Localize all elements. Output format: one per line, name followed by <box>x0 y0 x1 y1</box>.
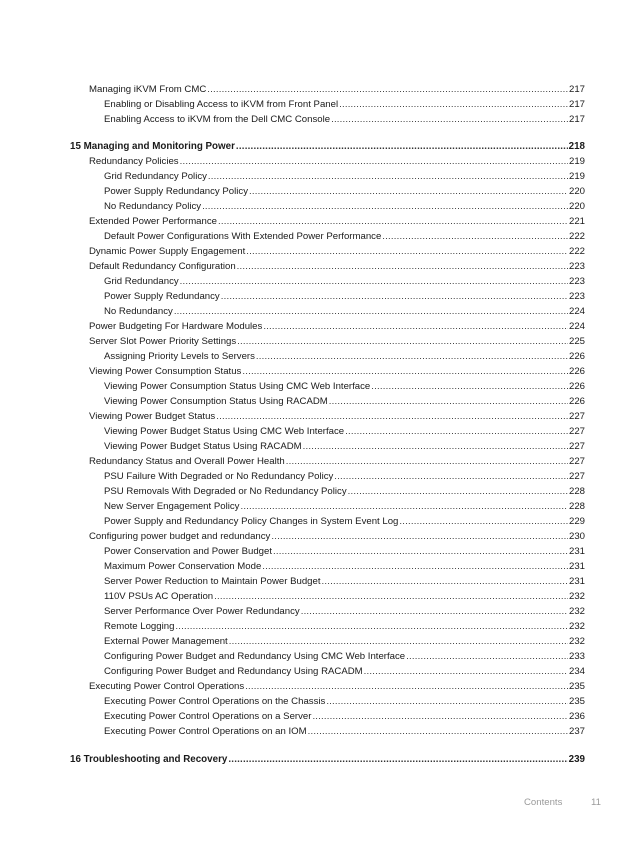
toc-entry-title: 16 Troubleshooting and Recovery <box>70 754 228 765</box>
dot-leader <box>364 666 568 678</box>
toc-entry[interactable] <box>89 531 585 543</box>
toc-entry[interactable] <box>104 201 585 213</box>
toc-entry[interactable] <box>104 291 585 303</box>
dot-leader <box>218 216 568 228</box>
toc-entry-page: 227 <box>568 426 585 437</box>
toc-entry-title: Dynamic Power Supply Engagement <box>89 246 246 257</box>
toc-entry[interactable] <box>104 276 585 288</box>
toc-entry-title: Default Redundancy Configuration <box>89 261 236 272</box>
toc-entry[interactable] <box>89 84 585 96</box>
toc-entry-title: PSU Failure With Degraded or No Redundancy Policy <box>104 471 334 482</box>
toc-entry[interactable] <box>89 681 585 693</box>
toc-entry[interactable] <box>89 366 585 378</box>
dot-leader <box>312 711 568 723</box>
toc-entry-page: 217 <box>568 114 585 125</box>
toc-entry-title: PSU Removals With Degraded or No Redundancy Policy <box>104 486 347 497</box>
toc-entry-title: Power Supply Redundancy Policy <box>104 186 248 197</box>
toc-entry[interactable] <box>104 441 585 453</box>
toc-entry-page: 231 <box>568 561 585 572</box>
toc-entry-title: Power Supply Redundancy <box>104 291 220 302</box>
toc-entry-page: 235 <box>568 696 585 707</box>
dot-leader <box>202 201 568 213</box>
toc-entry-page: 234 <box>568 666 585 677</box>
toc-entry-page: 217 <box>568 84 585 95</box>
toc-entry-title: 15 Managing and Monitoring Power <box>70 141 235 152</box>
dot-leader <box>229 636 568 648</box>
toc-entry-page: 227 <box>568 471 585 482</box>
dot-leader <box>286 456 568 468</box>
dot-leader <box>399 516 568 528</box>
dot-leader <box>216 411 568 423</box>
dot-leader <box>382 231 568 243</box>
dot-leader <box>308 726 568 738</box>
dot-leader <box>240 501 568 513</box>
toc-entry-title: No Redundancy Policy <box>104 201 202 212</box>
toc-entry-title: Viewing Power Consumption Status Using RACADM <box>104 396 328 407</box>
toc-entry-title: Grid Redundancy Policy <box>104 171 207 182</box>
toc-entry-title: Power Budgeting For Hardware Modules <box>89 321 263 332</box>
toc-entry-title: Executing Power Control Operations on an IOM <box>104 726 307 737</box>
dot-leader <box>345 426 568 438</box>
toc-entry-page: 239 <box>568 754 585 765</box>
toc-entry-page: 223 <box>568 291 585 302</box>
toc-entry[interactable] <box>104 666 585 678</box>
dot-leader <box>180 276 568 288</box>
toc-entry[interactable] <box>104 516 585 528</box>
toc-entry-title: Redundancy Policies <box>89 156 179 167</box>
toc-entry[interactable] <box>104 426 585 438</box>
toc-entry-title: Redundancy Status and Overall Power Health <box>89 456 285 467</box>
toc-entry[interactable] <box>104 561 585 573</box>
toc-entry-page: 217 <box>568 99 585 110</box>
toc-entry-title: Enabling Access to iKVM from the Dell CMC Console <box>104 114 331 125</box>
toc-entry-title: Power Supply and Redundancy Policy Changes in System Event Log <box>104 516 399 527</box>
toc-entry[interactable] <box>104 99 585 111</box>
toc-entry-title: Server Power Reduction to Maintain Power Budget <box>104 576 321 587</box>
toc-entry-page: 226 <box>568 351 585 362</box>
toc-entry-title: Server Slot Power Priority Settings <box>89 336 237 347</box>
toc-entry-title: 110V PSUs AC Operation <box>104 591 214 602</box>
toc-entry-title: Power Conservation and Power Budget <box>104 546 272 557</box>
toc-entry-page: 220 <box>568 186 585 197</box>
dot-leader <box>329 396 568 408</box>
toc-entry-page: 225 <box>568 336 585 347</box>
toc-entry[interactable] <box>89 156 585 168</box>
toc-entry-page: 224 <box>568 306 585 317</box>
toc-entry-page: 232 <box>568 606 585 617</box>
dot-leader <box>246 246 568 258</box>
dot-leader <box>236 141 568 153</box>
dot-leader <box>273 546 568 558</box>
toc-entry-title: Assigning Priority Levels to Servers <box>104 351 255 362</box>
toc-entry-title: Enabling or Disabling Access to iKVM from Front Panel <box>104 99 339 110</box>
toc-entry[interactable] <box>89 261 585 273</box>
toc-entry-page: 232 <box>568 591 585 602</box>
dot-leader <box>237 336 568 348</box>
toc-entry-title: Configuring power budget and redundancy <box>89 531 271 542</box>
dot-leader <box>406 651 568 663</box>
footer-section-label: Contents <box>524 797 563 808</box>
toc-entry-page: 232 <box>568 636 585 647</box>
toc-entry[interactable] <box>104 636 585 648</box>
toc-entry-page: 228 <box>568 501 585 512</box>
toc-entry[interactable] <box>89 456 585 468</box>
toc-entry-page: 227 <box>568 411 585 422</box>
toc-entry-page: 220 <box>568 201 585 212</box>
dot-leader <box>256 351 568 363</box>
dot-leader <box>301 606 568 618</box>
toc-entry[interactable] <box>104 231 585 243</box>
toc-entry[interactable] <box>104 501 585 513</box>
toc-entry-title: Maximum Power Conservation Mode <box>104 561 262 572</box>
toc-entry[interactable] <box>104 471 585 483</box>
toc-entry-page: 231 <box>568 546 585 557</box>
dot-leader <box>214 591 568 603</box>
toc-entry[interactable] <box>104 351 585 363</box>
toc-entry-title: Remote Logging <box>104 621 175 632</box>
toc-entry[interactable] <box>104 171 585 183</box>
toc-entry-title: Grid Redundancy <box>104 276 179 287</box>
toc-entry-title: Executing Power Control Operations <box>89 681 245 692</box>
dot-leader <box>207 84 568 96</box>
toc-entry[interactable] <box>104 114 585 126</box>
toc-entry-page: 224 <box>568 321 585 332</box>
dot-leader <box>242 366 568 378</box>
toc-entry-page: 226 <box>568 381 585 392</box>
dot-leader <box>228 754 567 766</box>
toc-entry-page: 223 <box>568 276 585 287</box>
toc-entry-page: 218 <box>568 141 585 152</box>
dot-leader <box>208 171 568 183</box>
toc-entry-page: 230 <box>568 531 585 542</box>
toc-entry-page: 226 <box>568 366 585 377</box>
dot-leader <box>263 321 568 333</box>
toc-entry[interactable] <box>89 216 585 228</box>
toc-entry[interactable] <box>89 336 585 348</box>
dot-leader <box>331 114 568 126</box>
dot-leader <box>174 306 568 318</box>
toc-entry-page: 237 <box>568 726 585 737</box>
dot-leader <box>175 621 568 633</box>
toc-entry-title: Extended Power Performance <box>89 216 217 227</box>
dot-leader <box>339 99 568 111</box>
toc-entry[interactable] <box>104 621 585 633</box>
toc-entry-page: 223 <box>568 261 585 272</box>
dot-leader <box>334 471 568 483</box>
dot-leader <box>348 486 568 498</box>
toc-entry[interactable] <box>104 396 585 408</box>
dot-leader <box>245 681 568 693</box>
toc-entry-page: 231 <box>568 576 585 587</box>
dot-leader <box>303 441 568 453</box>
toc-entry-title: Configuring Power Budget and Redundancy Using RACADM <box>104 666 363 677</box>
toc-entry-title: Viewing Power Budget Status Using RACADM <box>104 441 302 452</box>
toc-entry[interactable] <box>89 321 585 333</box>
dot-leader <box>262 561 568 573</box>
footer-page-number: 11 <box>591 797 601 808</box>
toc-entry-title: Managing iKVM From CMC <box>89 84 207 95</box>
toc-chapter-entry[interactable] <box>70 754 585 766</box>
toc-entry-page: 229 <box>568 516 585 527</box>
toc-entry-page: 227 <box>568 441 585 452</box>
toc-entry-page: 222 <box>568 231 585 242</box>
toc-entry-title: External Power Management <box>104 636 228 647</box>
toc-entry-page: 219 <box>568 156 585 167</box>
toc-entry[interactable] <box>104 696 585 708</box>
dot-leader <box>371 381 568 393</box>
toc-entry-title: No Redundancy <box>104 306 173 317</box>
toc-entry[interactable] <box>104 306 585 318</box>
toc-entry[interactable] <box>89 246 585 258</box>
toc-entry-page: 227 <box>568 456 585 467</box>
toc-entry[interactable] <box>104 546 585 558</box>
toc-entry-page: 232 <box>568 621 585 632</box>
toc-entry-title: Server Performance Over Power Redundancy <box>104 606 300 617</box>
toc-entry[interactable] <box>104 576 585 588</box>
toc-entry-page: 226 <box>568 396 585 407</box>
toc-entry-title: Viewing Power Budget Status Using CMC Web Interface <box>104 426 345 437</box>
toc-entry-page: 233 <box>568 651 585 662</box>
dot-leader <box>271 531 568 543</box>
dot-leader <box>326 696 568 708</box>
toc-entry-title: Executing Power Control Operations on the Chassis <box>104 696 326 707</box>
toc-entry-page: 221 <box>568 216 585 227</box>
toc-entry[interactable] <box>104 651 585 663</box>
toc-entry-title: Default Power Configurations With Extended Power Performance <box>104 231 382 242</box>
toc-entry-title: Executing Power Control Operations on a Server <box>104 711 312 722</box>
dot-leader <box>322 576 568 588</box>
toc-entry[interactable] <box>104 486 585 498</box>
toc-entry-title: Viewing Power Consumption Status <box>89 366 242 377</box>
toc-entry-page: 235 <box>568 681 585 692</box>
toc-chapter-entry[interactable] <box>70 141 585 153</box>
toc-entry-page: 236 <box>568 711 585 722</box>
toc-entry-page: 228 <box>568 486 585 497</box>
dot-leader <box>180 156 568 168</box>
toc-entry-title: Viewing Power Consumption Status Using CMC Web Interface <box>104 381 371 392</box>
toc-entry[interactable] <box>104 186 585 198</box>
dot-leader <box>237 261 568 273</box>
toc-entry-page: 222 <box>568 246 585 257</box>
dot-leader <box>249 186 568 198</box>
toc-entry-title: Viewing Power Budget Status <box>89 411 216 422</box>
toc-entry[interactable] <box>104 591 585 603</box>
toc-entry-title: New Server Engagement Policy <box>104 501 240 512</box>
toc-entry[interactable] <box>104 711 585 723</box>
toc-entry-page: 219 <box>568 171 585 182</box>
toc-entry-title: Configuring Power Budget and Redundancy Using CMC Web Interface <box>104 651 406 662</box>
toc-entry[interactable] <box>104 606 585 618</box>
dot-leader <box>221 291 568 303</box>
toc-entry[interactable] <box>89 411 585 423</box>
toc-entry[interactable] <box>104 726 585 738</box>
toc-entry[interactable] <box>104 381 585 393</box>
